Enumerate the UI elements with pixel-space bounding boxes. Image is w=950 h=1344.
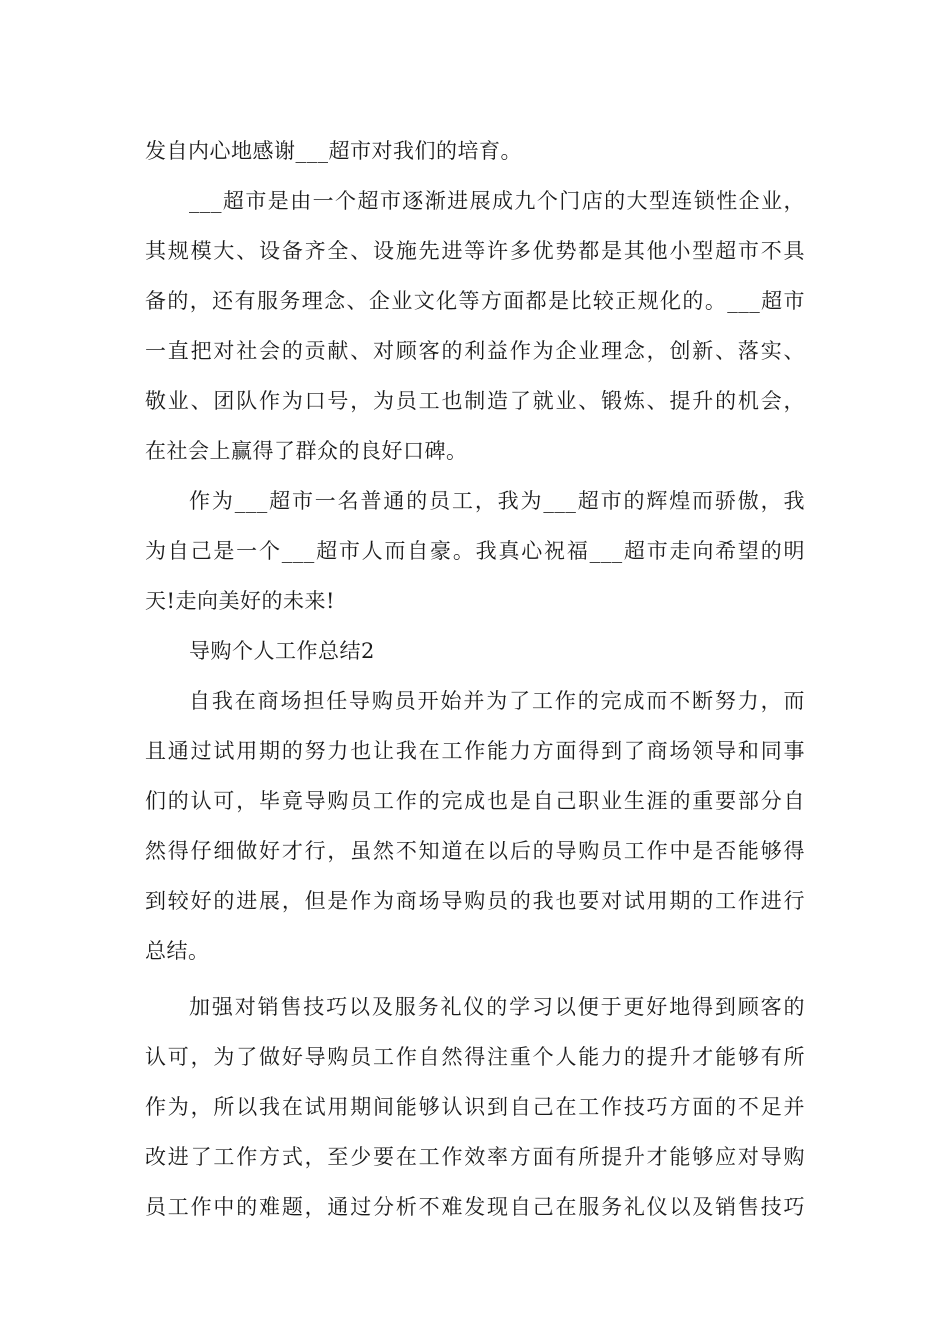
heading-text: 导购个人工作总结2 [189,639,375,663]
text-line: 总结。 [145,939,210,963]
text-line: 作为，所以我在试用期间能够认识到自己在工作技巧方面的不足并 [145,1095,805,1119]
text-line: 认可，为了做好导购员工作自然得注重个人能力的提升才能够有所 [145,1045,805,1069]
text-line: 敬业、团队作为口号，为员工也制造了就业、锻炼、提升的机会， [145,389,805,413]
text-line: 备的，还有服务理念、企业文化等方面都是比较正规化的。___超市 [145,289,805,313]
paragraph-1 [145,126,805,176]
text-line: 且通过试用期的努力也让我在工作能力方面得到了商场领导和同事 [145,739,805,763]
text-line: 为自己是一个___超市人而自豪。我真心祝福___超市走向希望的明 [145,539,805,563]
section-heading [145,626,805,676]
text-line: 加强对销售技巧以及服务礼仪的学习以便于更好地得到顾客的 [189,995,805,1019]
paragraph-5 [145,982,805,1232]
paragraph-2 [145,176,805,476]
text-line: 在社会上赢得了群众的良好口碑。 [145,439,468,463]
text-line: 然得仔细做好才行，虽然不知道在以后的导购员工作中是否能够得 [145,839,805,863]
text-line: 员工作中的难题，通过分析不难发现自己在服务礼仪以及销售技巧 [145,1195,805,1219]
paragraph-3 [145,476,805,626]
text-line: 到较好的进展，但是作为商场导购员的我也要对试用期的工作进行 [145,889,805,913]
document-body [145,126,805,1232]
text-line: 自我在商场担任导购员开始并为了工作的完成而不断努力，而 [189,689,805,713]
text-line: ___超市是由一个超市逐渐进展成九个门店的大型连锁性企业， [189,189,805,213]
text-line: 作为___超市一名普通的员工，我为___超市的辉煌而骄傲，我 [189,489,805,513]
text-line: 一直把对社会的贡献、对顾客的利益作为企业理念，创新、落实、 [145,339,805,363]
text-line: 发自内心地感谢___超市对我们的培育。 [145,139,522,163]
text-line: 改进了工作方式，至少要在工作效率方面有所提升才能够应对导购 [145,1145,805,1169]
text-line: 天!走向美好的未来! [145,589,335,613]
paragraph-4 [145,676,805,976]
text-line: 们的认可，毕竟导购员工作的完成也是自己职业生涯的重要部分自 [145,789,805,813]
text-line: 其规模大、设备齐全、设施先进等许多优势都是其他小型超市不具 [145,239,805,263]
